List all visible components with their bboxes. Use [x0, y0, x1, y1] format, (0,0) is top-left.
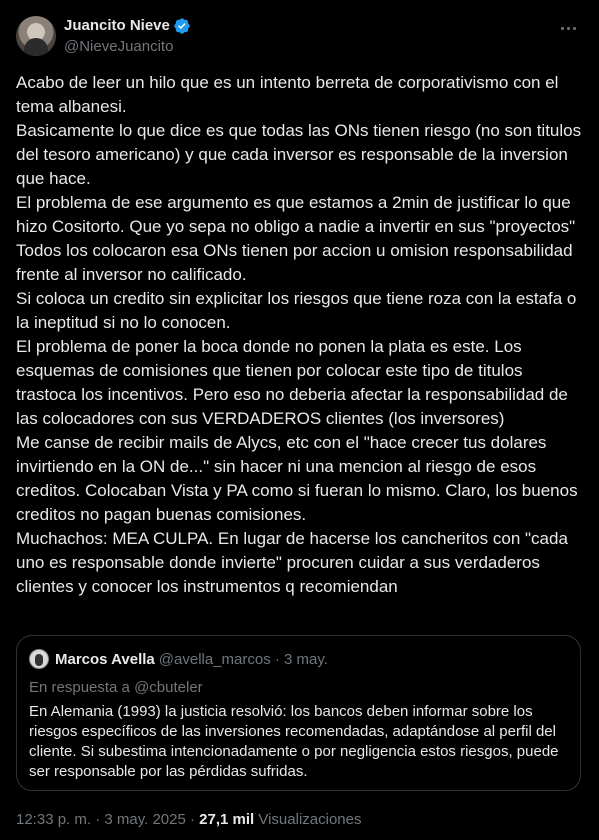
- quoted-author-name: Marcos Avella: [55, 650, 155, 668]
- tweet-text: [16, 71, 586, 599]
- tweet-line: El problema de ese argumento es que estamos a 2min de justificar lo que hizo Cositorto. Que yo sepa no obligo a nadie a invertir en sus "proyectos": [16, 193, 576, 236]
- author-avatar[interactable]: [16, 16, 56, 56]
- tweet-line: Acabo de leer un hilo que es un intento berreta de corporativismo con el tema albanesi.: [16, 73, 559, 116]
- author-handle[interactable]: @NieveJuancito: [64, 38, 174, 55]
- tweet-line: El problema de poner la boca donde no ponen la plata es este. Los esquemas de comisiones que tienen por colocar este tipo de titulos trastoca los incentivos. Pero eso no deberia afectar la responsabilidad de las colocadores con sus VERDADEROS clientes (los inversores): [16, 337, 568, 428]
- tweet-footer: [16, 810, 362, 830]
- tweet-line: Muchachos: MEA CULPA. En lugar de hacerse los cancheritos con "cada uno es responsable donde invierte" procuren cuidar a sus verdaderos clientes y conocer los instrumentos q recomiendan: [16, 529, 568, 596]
- tweet-line: Me canse de recibir mails de Alycs, etc con el "hace crecer tus dolares invirtiendo en la ON de..." sin hacer ni una mencion al riesgo de esos creditos. Colocaban Vista y PA como si fueran lo mismo. Claro, los buenos creditos no pagan buenas comisiones.: [16, 433, 578, 524]
- quoted-tweet-header: [29, 649, 328, 669]
- tweet-line: Todos los colocaron esa ONs tienen por accion u omision responsabilidad frente al inversor no calificado.: [16, 241, 573, 284]
- quoted-tweet-card[interactable]: [16, 635, 581, 791]
- views-label: Visualizaciones: [254, 811, 362, 828]
- quoted-author-avatar: [29, 649, 49, 669]
- tweet-header: [16, 16, 583, 56]
- quoted-reply-to: En respuesta a @cbuteler: [29, 679, 203, 696]
- tweet-line: Basicamente lo que dice es que todas las ONs tienen riesgo (no son titulos del tesoro americano) y que cada inversor es responsable de la inversion que hace.: [16, 121, 582, 188]
- author-names: [64, 16, 191, 57]
- quoted-author-meta: @avella_marcos · 3 may.: [158, 650, 328, 668]
- quoted-tweet-text: En Alemania (1993) la justicia resolvió: los bancos deben informar sobre los riesgos específicos de las inversiones recomendadas, adaptándose al perfil del cliente. Si subestima intencionadamente o por negligencia estos riesgos, puede ser responsable por las pérdidas sufridas.: [29, 703, 559, 780]
- author-display-name[interactable]: Juancito Nieve: [64, 17, 170, 34]
- tweet-timestamp[interactable]: 12:33 p. m. · 3 may. 2025 ·: [16, 811, 200, 828]
- author-display-name-link[interactable]: [64, 16, 191, 36]
- more-options-icon[interactable]: [553, 18, 583, 38]
- verified-badge-icon: [173, 17, 191, 35]
- views-count: 27,1 mil: [199, 811, 255, 828]
- tweet-line: Si coloca un credito sin explicitar los riesgos que tiene roza con la estafa o la ineptitud si no lo conocen.: [16, 289, 577, 332]
